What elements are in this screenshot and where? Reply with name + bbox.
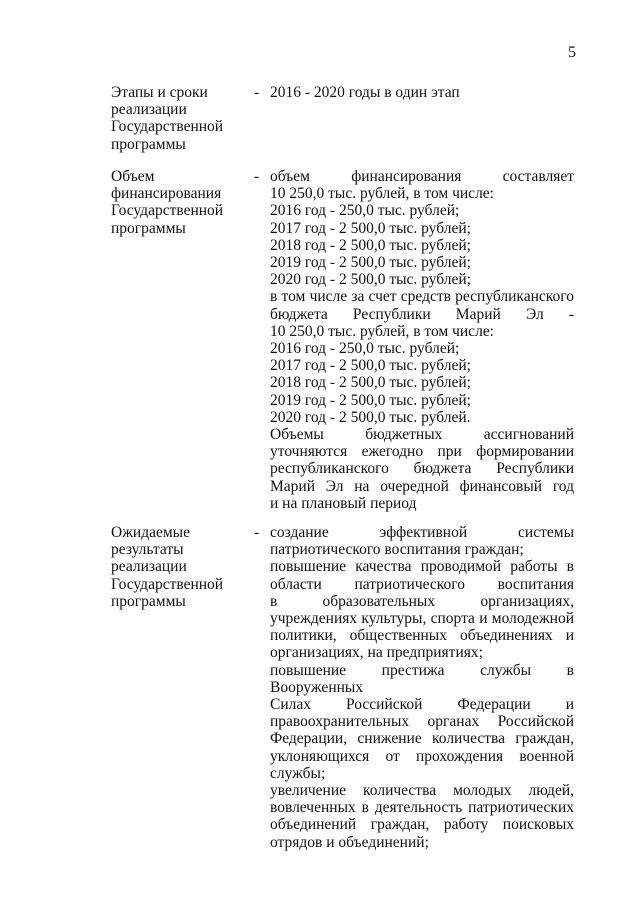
section-dash: - — [254, 84, 260, 101]
section-label-line: реализации — [111, 558, 187, 576]
content-line: уточняются ежегодно при формировании — [270, 443, 574, 461]
section-label-line: программы — [111, 135, 186, 153]
section-label-line: Объем — [111, 168, 155, 185]
content-line: и на плановый период — [270, 494, 417, 512]
content-line: 2020 год - 2 500,0 тыс. рублей; — [270, 271, 471, 289]
content-line: вовлеченных в деятельность патриотических — [270, 799, 574, 817]
section-label-line: программы — [111, 592, 186, 610]
content-line: уклоняющихся от прохождения военной — [270, 747, 574, 765]
content-line: учреждениях культуры, спорта и молодежной — [270, 610, 574, 628]
section-label-line: реализации — [111, 101, 187, 119]
content-line: 2019 год - 2 500,0 тыс. рублей; — [270, 254, 471, 272]
content-line: в том числе за счет средств республиканского — [270, 288, 574, 306]
content-line: Объемы бюджетных ассигнований — [270, 426, 574, 444]
section-label — [111, 84, 251, 153]
content-line: 2016 год - 250,0 тыс. рублей; — [270, 202, 460, 220]
content-line: 10 250,0 тыс. рублей, в том числе: — [270, 185, 494, 203]
content-line: 2018 год - 2 500,0 тыс. рублей; — [270, 236, 471, 254]
content-line: 2016 - 2020 годы в один этап — [270, 84, 460, 101]
content-line: правоохранительных органах Российской — [270, 713, 574, 731]
content-line: 2018 год - 2 500,0 тыс. рублей; — [270, 374, 471, 392]
content-line: отрядов и объединений; — [270, 833, 429, 851]
content-line: службы; — [270, 764, 326, 782]
content-line: 2016 год - 250,0 тыс. рублей; — [270, 340, 460, 358]
section-label — [111, 524, 251, 610]
content-line: повышение качества проводимой работы в — [270, 558, 574, 576]
page-number: 5 — [568, 44, 576, 61]
content-line: республиканского бюджета Республики — [270, 460, 574, 478]
content-line: 2017 год - 2 500,0 тыс. рублей; — [270, 357, 471, 375]
content-line: увеличение количества молодых людей, — [270, 782, 574, 800]
section-label-line: Ожидаемые — [111, 524, 190, 541]
section-label-line: результаты — [111, 541, 184, 559]
content-line: Силах Российской Федерации и — [270, 696, 574, 714]
content-line: 2019 год - 2 500,0 тыс. рублей; — [270, 391, 471, 409]
content-line: объем финансирования составляет — [270, 168, 574, 185]
section-label — [111, 168, 251, 237]
section-dash: - — [254, 168, 260, 185]
section-label-line: Государственной — [111, 118, 224, 136]
content-line: 10 250,0 тыс. рублей, в том числе: — [270, 322, 494, 340]
section-content — [270, 524, 574, 851]
content-line: объединений граждан, работу поисковых — [270, 816, 574, 834]
content-line: области патриотического воспитания — [270, 575, 574, 593]
content-line: патриотического воспитания граждан; — [270, 541, 524, 559]
section-label-line: Государственной — [111, 575, 224, 593]
content-line: 2020 год - 2 500,0 тыс. рублей. — [270, 408, 471, 426]
content-line: Федерации, снижение количества граждан, — [270, 730, 574, 748]
content-line: политики, общественных объединениях и — [270, 627, 574, 645]
section-label-line: финансирования — [111, 185, 222, 203]
content-line: бюджета Республики Марий Эл - — [270, 305, 574, 323]
section-content — [270, 84, 574, 101]
content-line: 2017 год - 2 500,0 тыс. рублей; — [270, 219, 471, 237]
section-label-line: Этапы и сроки — [111, 84, 208, 101]
content-line: повышение престижа службы в Вооруженных — [270, 661, 574, 696]
content-line: в образовательных организациях, — [270, 592, 574, 610]
section-dash: - — [254, 524, 260, 541]
content-line: организациях, на предприятиях; — [270, 644, 483, 662]
content-line: Марий Эл на очередной финансовый год — [270, 477, 574, 495]
section-label-line: программы — [111, 219, 186, 237]
section-label-line: Государственной — [111, 202, 224, 220]
section-content — [270, 168, 574, 512]
content-line: создание эффективной системы — [270, 524, 574, 541]
